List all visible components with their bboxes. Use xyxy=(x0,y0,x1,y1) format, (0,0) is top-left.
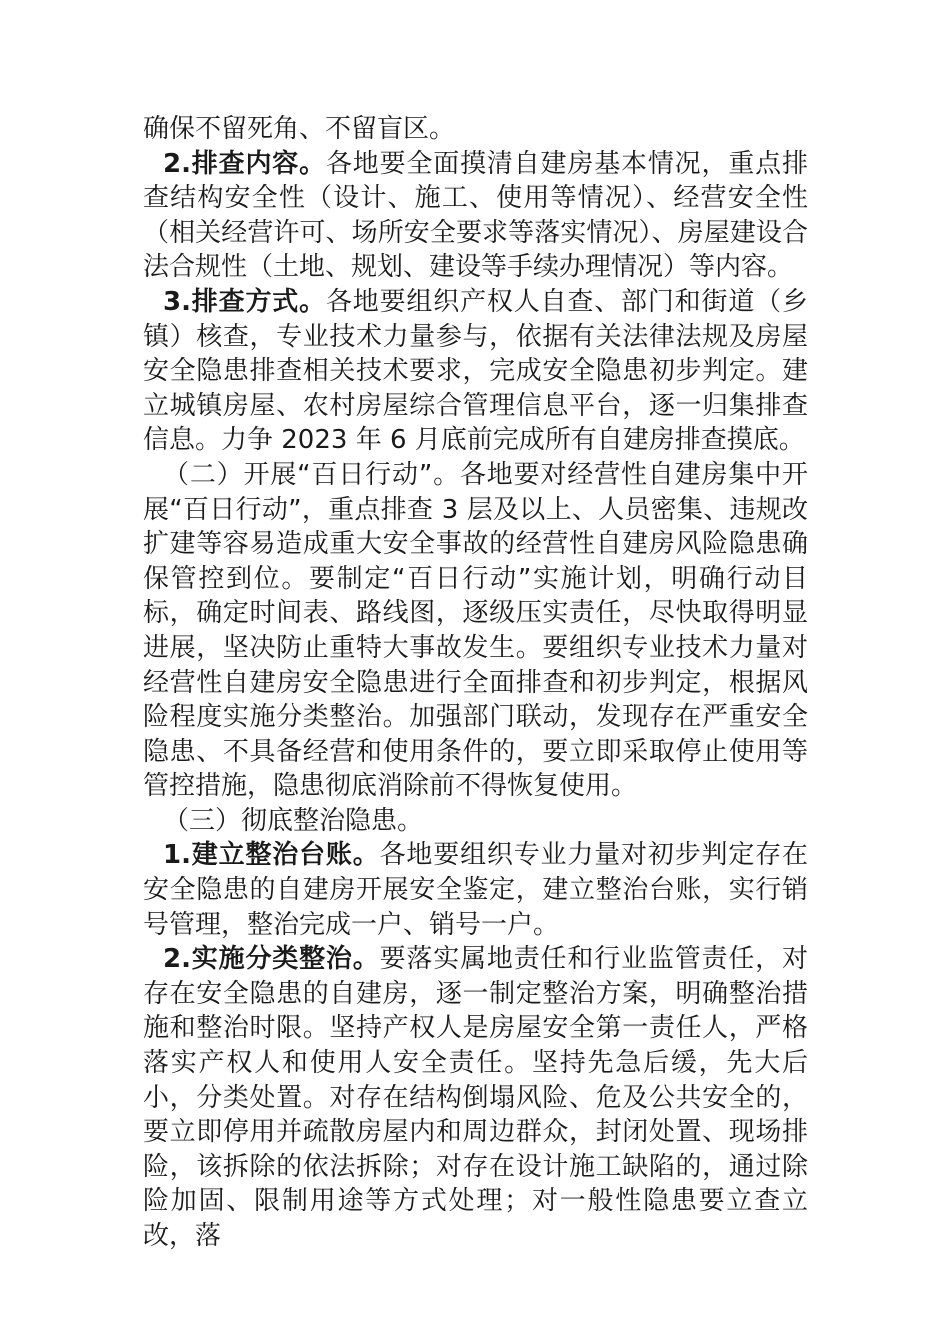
paragraph-3-body: 各地要组织产权人自查、部门和街道（乡镇）核查，专业技术力量参与，依据有关法律法规及房屋安全隐患排查相关技术要求，完成安全隐患初步判定。建立城镇房屋、农村房屋综合管理信息平台，逐一归集排查信息。力争 2023 年 6 月底前完成所有自建房排查摸底。 xyxy=(143,286,808,456)
paragraph-2 xyxy=(143,147,808,285)
paragraph-3-heading: 3.排查方式。 xyxy=(163,286,326,317)
paragraph-5: （三）彻底整治隐患。 xyxy=(163,805,424,836)
paragraph-1: 确保不留死角、不留盲区。 xyxy=(143,114,456,144)
paragraph-4: （二）开展“百日行动”。各地要对经营性自建房集中开展“百日行动”，重点排查 3 层及以上、人员密集、违规改扩建等容易造成重大安全事故的经营性自建房风险隐患确保管控到位。要制定“百日行动”实施计划，明确行动目标，确定时间表、路线图，逐级压实责任，尽快取得明显进展，坚决防止重特大事故发生。要组织专业技术力量对经营性自建房安全隐患进行全面排查和初步判定，根据风险程度实施分类整治。加强部门联动，发现存在严重安全隐患、不具备经营和使用条件的，要立即采取停止使用等管控措施，隐患彻底消除前不得恢复使用。 xyxy=(143,459,808,802)
paragraph-7-body: 要落实属地责任和行业监管责任，对存在安全隐患的自建房，逐一制定整治方案，明确整治措施和整治时限。坚持产权人是房屋安全第一责任人，严格落实产权人和使用人安全责任。坚持先急后缓，先大后小，分类处置。对存在结构倒塌风险、危及公共安全的，要立即停用并疏散房屋内和周边群众，封闭处置、现场排险，该拆除的依法拆除；对存在设计施工缺陷的，通过除险加固、限制用途等方式处理；对一般性隐患要立查立改，落 xyxy=(143,944,808,1251)
paragraph-6-heading: 1.建立整治台账。 xyxy=(163,840,380,871)
document-body xyxy=(143,112,808,1254)
paragraph-2-heading: 2.排查内容。 xyxy=(163,148,326,179)
paragraph-7 xyxy=(143,942,808,1253)
paragraph-6 xyxy=(143,838,808,942)
paragraph-6-body: 各地要组织专业力量对初步判定存在安全隐患的自建房开展安全鉴定，建立整治台账，实行销号管理，整治完成一户、销号一户。 xyxy=(143,840,808,940)
paragraph-7-heading: 2.实施分类整治。 xyxy=(163,944,380,975)
paragraph-3 xyxy=(143,285,808,458)
paragraph-2-body: 各地要全面摸清自建房基本情况，重点排查结构安全性（设计、施工、使用等情况）、经营安全性（相关经营许可、场所安全要求等落实情况）、房屋建设合法合规性（土地、规划、建设等手续办理情况）等内容。 xyxy=(143,148,808,283)
